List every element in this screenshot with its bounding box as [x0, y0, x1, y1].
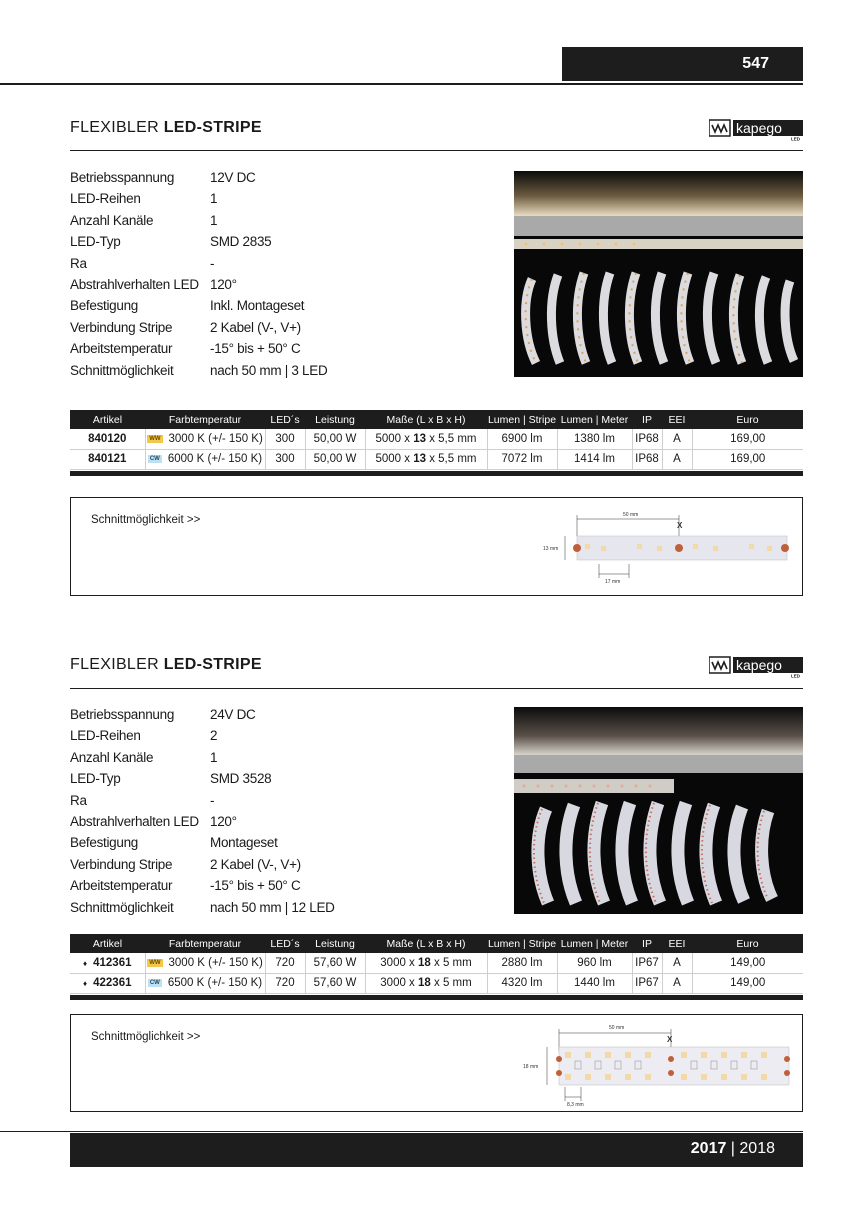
table-header-row — [70, 410, 803, 429]
title-bold: LED-STRIPE — [163, 656, 262, 673]
spec-label: Arbeitstemperatur — [70, 341, 173, 357]
header-cell: Euro — [692, 934, 803, 953]
article-number: 840121 — [88, 453, 127, 465]
spec-row — [70, 793, 510, 814]
spec-label: Verbindung Stripe — [70, 319, 173, 335]
header-cell: Farbtemperatur — [145, 410, 265, 429]
energy-class: A — [662, 973, 692, 993]
spec-value: 1 — [210, 749, 218, 765]
dim-length: 5000 x — [375, 453, 414, 465]
header-cell: LED´s — [265, 410, 305, 429]
new-item-marker: ♦ — [83, 979, 88, 988]
bottom-rule — [0, 1131, 803, 1132]
color-temp: 3000 K (+/- 150 K) — [168, 956, 263, 969]
catalog-year: 2018 — [739, 1140, 775, 1157]
spec-value: Montageset — [210, 835, 278, 851]
header-cell: Artikel — [70, 934, 145, 953]
pitch-label: 8,3 mm — [567, 1102, 584, 1107]
spec-label: Ra — [70, 255, 87, 271]
price: 169,00 — [692, 429, 803, 449]
cut-diagram — [521, 1021, 796, 1107]
price: 149,00 — [692, 973, 803, 993]
spec-row — [70, 900, 510, 921]
spec-value: nach 50 mm | 12 LED — [210, 899, 335, 915]
dim-height: x 5,5 mm — [426, 453, 477, 465]
article-number: 840120 — [88, 432, 127, 445]
spec-label: Befestigung — [70, 835, 139, 851]
power: 57,60 W — [305, 973, 365, 993]
article-cell — [70, 973, 145, 993]
spec-value: 2 Kabel (V-, V+) — [210, 856, 301, 872]
price: 149,00 — [692, 953, 803, 973]
dimensions — [365, 953, 487, 973]
spec-value: 120° — [210, 276, 237, 292]
spec-value: - — [210, 792, 215, 808]
dim-length: 3000 x — [380, 956, 419, 969]
spec-label: Befestigung — [70, 298, 139, 314]
dim-width: 18 — [418, 956, 431, 969]
spec-value: 1 — [210, 212, 218, 228]
color-temp-cell — [145, 449, 265, 469]
header-cell: Lumen | Meter — [557, 410, 632, 429]
header-cell: Euro — [692, 410, 803, 429]
page-number: 547 — [742, 55, 769, 72]
dim-height: x 5,5 mm — [426, 432, 477, 445]
product-table — [70, 410, 803, 470]
dim-width: 13 — [413, 453, 427, 465]
spec-value: SMD 3528 — [210, 771, 272, 787]
cold-white-badge: CW — [149, 455, 160, 462]
spec-value: 2 Kabel (V-, V+) — [210, 319, 301, 335]
cut-diagram-box — [70, 497, 803, 596]
led-count: 300 — [265, 449, 305, 469]
spec-row — [70, 363, 510, 384]
cold-white-badge: CW — [149, 979, 160, 986]
spec-row — [70, 814, 510, 835]
power: 50,00 W — [305, 449, 365, 469]
dimensions — [365, 449, 487, 469]
new-item-marker: ♦ — [83, 958, 88, 968]
product-table — [70, 934, 803, 994]
spec-list — [70, 170, 510, 384]
spec-row — [70, 191, 510, 212]
catalog-year-bold: 2017 — [690, 1140, 727, 1157]
color-temp-cell — [145, 953, 265, 973]
width-label: 13 mm — [543, 546, 559, 552]
dim-length: 5000 x — [375, 432, 414, 445]
spec-row — [70, 277, 510, 298]
header-cell: Lumen | Meter — [557, 934, 632, 953]
spec-value: nach 50 mm | 3 LED — [210, 362, 328, 378]
lumen-meter: 1380 lm — [557, 429, 632, 449]
spec-label: LED-Typ — [70, 234, 121, 250]
dimensions — [365, 973, 487, 993]
spec-row — [70, 750, 510, 771]
section-title — [70, 119, 262, 137]
lumen-meter: 960 lm — [557, 953, 632, 973]
table-row — [70, 953, 803, 973]
title-bold: LED-STRIPE — [163, 119, 262, 136]
color-temp: 6500 K (+/- 150 K) — [167, 977, 263, 989]
color-temp-cell — [145, 973, 265, 993]
width-label: 18 mm — [523, 1064, 539, 1070]
year-separator: | — [726, 1140, 740, 1157]
pitch-label: 17 mm — [605, 579, 621, 585]
header-cell: Lumen | Stripe — [487, 410, 557, 429]
spec-label: Arbeitstemperatur — [70, 878, 173, 894]
table-row — [70, 429, 803, 449]
ip-rating: IP68 — [632, 429, 662, 449]
spec-row — [70, 707, 510, 728]
spec-value: SMD 2835 — [210, 234, 272, 250]
kapego-logo — [709, 119, 803, 141]
spec-label: Verbindung Stripe — [70, 856, 173, 872]
brand-text: kapego — [736, 120, 782, 136]
header-cell: Maße (L x B x H) — [365, 410, 487, 429]
led-count: 720 — [265, 953, 305, 973]
header-cell: EEI — [662, 934, 692, 953]
warm-white-badge: WW — [149, 959, 161, 966]
spec-value: 24V DC — [210, 707, 256, 722]
header-cell: EEI — [662, 410, 692, 429]
lumen-meter: 1414 lm — [557, 449, 632, 469]
title-light: FLEXIBLER — [70, 656, 164, 673]
spec-label: Schnittmöglichkeit — [70, 362, 174, 378]
spec-label: LED-Reihen — [70, 191, 141, 207]
energy-class: A — [662, 953, 692, 973]
spec-label: Betriebsspannung — [70, 170, 175, 185]
brand-text: kapego — [736, 657, 782, 673]
led-count: 300 — [265, 429, 305, 449]
header-cell: Artikel — [70, 410, 145, 429]
dim-width: 13 — [413, 432, 427, 445]
spec-list — [70, 707, 510, 921]
brand-sub: LED — [791, 673, 800, 678]
spec-value: -15° bis + 50° C — [210, 878, 301, 894]
spec-row — [70, 320, 510, 341]
spec-label: Abstrahlverhalten LED — [70, 813, 199, 829]
spec-label: Abstrahlverhalten LED — [70, 276, 199, 292]
title-rule — [70, 688, 803, 689]
spec-value: Inkl. Montageset — [210, 298, 305, 314]
dim-width: 18 — [418, 977, 431, 989]
cut-mark: X — [667, 1035, 673, 1044]
article-cell — [70, 449, 145, 469]
spec-label: LED-Typ — [70, 771, 121, 787]
ip-rating: IP68 — [632, 449, 662, 469]
spec-row — [70, 256, 510, 277]
led-count: 720 — [265, 973, 305, 993]
spec-row — [70, 298, 510, 319]
cut-label: Schnittmöglichkeit >> — [91, 1031, 201, 1043]
spec-label: Anzahl Kanäle — [70, 749, 154, 765]
energy-class: A — [662, 449, 692, 469]
top-rule — [0, 83, 803, 85]
cut-mark: X — [677, 521, 683, 530]
table-row — [70, 449, 803, 469]
price: 169,00 — [692, 449, 803, 469]
article-number: 412361 — [93, 956, 132, 969]
title-rule — [70, 150, 803, 151]
spec-row — [70, 234, 510, 255]
dim-height: x 5 mm — [430, 977, 472, 989]
product-photo — [514, 707, 803, 914]
spec-value: 1 — [210, 191, 218, 207]
product-photo — [514, 171, 803, 377]
table-bottom-bar — [70, 471, 803, 476]
dim-length: 3000 x — [380, 977, 419, 989]
spec-value: - — [210, 255, 215, 271]
header-cell: Maße (L x B x H) — [365, 934, 487, 953]
spec-row — [70, 170, 510, 191]
spec-row — [70, 213, 510, 234]
power: 57,60 W — [305, 953, 365, 973]
spec-value: -15° bis + 50° C — [210, 341, 301, 357]
spec-label: Anzahl Kanäle — [70, 212, 154, 228]
energy-class: A — [662, 429, 692, 449]
page-number-tab — [562, 47, 803, 81]
cut-diagram — [541, 506, 791, 586]
length-label: 50 mm — [623, 512, 639, 518]
footer-bar — [70, 1133, 803, 1167]
spec-label: Schnittmöglichkeit — [70, 899, 174, 915]
article-cell — [70, 429, 145, 449]
kapego-logo — [709, 656, 803, 678]
dimensions — [365, 429, 487, 449]
spec-value: 12V DC — [210, 170, 256, 185]
spec-row — [70, 771, 510, 792]
header-cell: Farbtemperatur — [145, 934, 265, 953]
lumen-stripe: 6900 lm — [487, 429, 557, 449]
color-temp: 3000 K (+/- 150 K) — [168, 432, 263, 445]
lumen-stripe: 4320 lm — [487, 973, 557, 993]
table-header-row — [70, 934, 803, 953]
spec-label: Ra — [70, 792, 87, 808]
power: 50,00 W — [305, 429, 365, 449]
color-temp-cell — [145, 429, 265, 449]
spec-label: Betriebsspannung — [70, 707, 175, 722]
brand-sub: LED — [791, 136, 800, 141]
title-light: FLEXIBLER — [70, 119, 164, 136]
article-cell — [70, 953, 145, 973]
length-label: 50 mm — [609, 1025, 625, 1031]
table-row — [70, 973, 803, 993]
cut-diagram-box — [70, 1014, 803, 1112]
section-title — [70, 656, 262, 674]
header-cell: Lumen | Stripe — [487, 934, 557, 953]
header-cell: Leistung — [305, 934, 365, 953]
spec-label: LED-Reihen — [70, 728, 141, 744]
ip-rating: IP67 — [632, 973, 662, 993]
lumen-stripe: 7072 lm — [487, 449, 557, 469]
spec-row — [70, 857, 510, 878]
lumen-meter: 1440 lm — [557, 973, 632, 993]
header-cell: Leistung — [305, 410, 365, 429]
spec-row — [70, 835, 510, 856]
header-cell: LED´s — [265, 934, 305, 953]
spec-value: 2 — [210, 728, 218, 744]
header-cell: IP — [632, 410, 662, 429]
article-number: 422361 — [93, 977, 132, 989]
table-bottom-bar — [70, 995, 803, 1000]
lumen-stripe: 2880 lm — [487, 953, 557, 973]
spec-row — [70, 878, 510, 899]
warm-white-badge: WW — [149, 435, 161, 442]
dim-height: x 5 mm — [430, 956, 472, 969]
header-cell: IP — [632, 934, 662, 953]
cut-label: Schnittmöglichkeit >> — [91, 514, 201, 526]
color-temp: 6000 K (+/- 150 K) — [167, 453, 263, 465]
spec-value: 120° — [210, 813, 237, 829]
ip-rating: IP67 — [632, 953, 662, 973]
spec-row — [70, 728, 510, 749]
spec-row — [70, 341, 510, 362]
